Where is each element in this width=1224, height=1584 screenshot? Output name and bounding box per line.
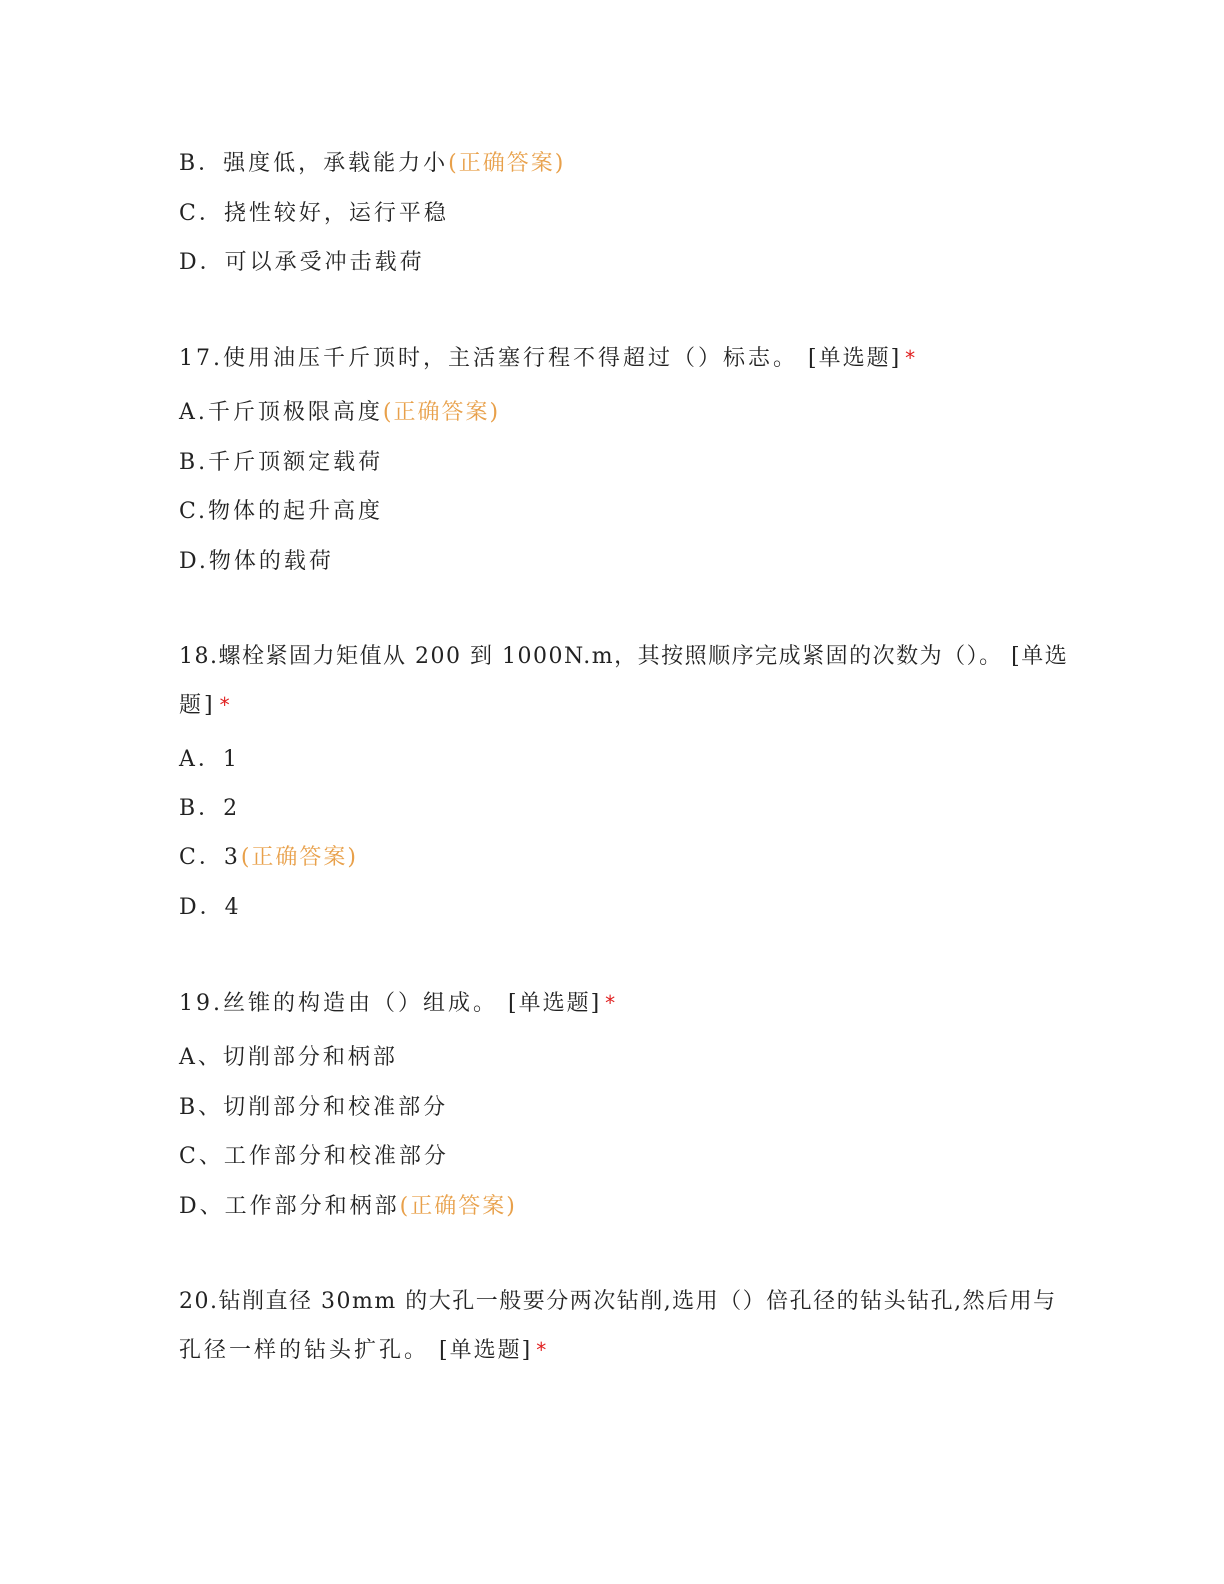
option-text: A．1	[179, 747, 240, 772]
option-16-c	[179, 199, 449, 229]
option-text: D．4	[179, 895, 242, 920]
option-text: C.物体的起升高度	[179, 499, 384, 524]
option-text: D、工作部分和柄部	[179, 1194, 400, 1219]
question-17	[179, 343, 915, 374]
question-19	[179, 988, 615, 1019]
correct-answer-marker: (正确答案)	[399, 1194, 517, 1219]
question-type-tag: [单选题]	[808, 346, 902, 371]
correct-answer-marker: (正确答案)	[448, 151, 566, 176]
option-text: D．可以承受冲击载荷	[179, 250, 425, 275]
option-text: A、切削部分和柄部	[179, 1045, 398, 1070]
option-18-c	[179, 843, 358, 873]
question-20-continued	[179, 1335, 546, 1366]
question-text: 17.使用油压千斤顶时，主活塞行程不得超过（）标志。	[179, 346, 798, 371]
option-text: C．挠性较好，运行平稳	[179, 201, 449, 226]
question-18	[179, 642, 1068, 672]
question-text-line-2: 孔径一样的钻头扩孔。	[179, 1338, 430, 1363]
question-text-line-1: 18.螺栓紧固力矩值从 200 到 1000N.m，其按照顺序完成紧固的次数为（）。 [单选	[179, 644, 1069, 669]
option-19-a	[179, 1043, 398, 1073]
option-18-d	[179, 893, 242, 923]
required-star-icon: *	[536, 1338, 547, 1362]
question-type-tag: [单选题]	[439, 1338, 533, 1363]
option-18-b	[179, 794, 240, 824]
option-text: B．2	[179, 796, 241, 821]
option-19-c	[179, 1142, 449, 1172]
required-star-icon: *	[905, 346, 916, 370]
question-text-line-1: 20.钻削直径 30mm 的大孔一般要分两次钻削,选用（）倍孔径的钻头钻孔,然后用与	[179, 1289, 1057, 1314]
option-17-a	[179, 398, 500, 428]
option-text: B．强度低，承载能力小	[179, 151, 449, 176]
option-16-b	[179, 149, 565, 179]
option-19-b	[179, 1093, 448, 1123]
option-text: C、工作部分和校准部分	[179, 1144, 449, 1169]
option-17-d	[179, 547, 334, 577]
option-text: A.千斤顶极限高度	[179, 400, 383, 425]
question-text-line-2: 题]	[179, 693, 216, 718]
option-text: B、切削部分和校准部分	[179, 1095, 449, 1120]
option-text: D.物体的载荷	[179, 549, 334, 574]
option-17-c	[179, 497, 383, 527]
option-text: C．3	[179, 845, 241, 870]
option-19-d	[179, 1192, 517, 1222]
question-20	[179, 1287, 1057, 1317]
required-star-icon: *	[605, 991, 616, 1015]
option-16-d	[179, 248, 425, 278]
question-text: 19.丝锥的构造由（）组成。	[179, 991, 498, 1016]
option-18-a	[179, 745, 240, 775]
question-18-continued	[179, 690, 230, 721]
correct-answer-marker: (正确答案)	[240, 845, 359, 870]
correct-answer-marker: (正确答案)	[382, 400, 501, 425]
option-text: B.千斤顶额定载荷	[179, 450, 384, 475]
option-17-b	[179, 448, 383, 478]
required-star-icon: *	[219, 693, 230, 717]
question-type-tag: [单选题]	[508, 991, 602, 1016]
